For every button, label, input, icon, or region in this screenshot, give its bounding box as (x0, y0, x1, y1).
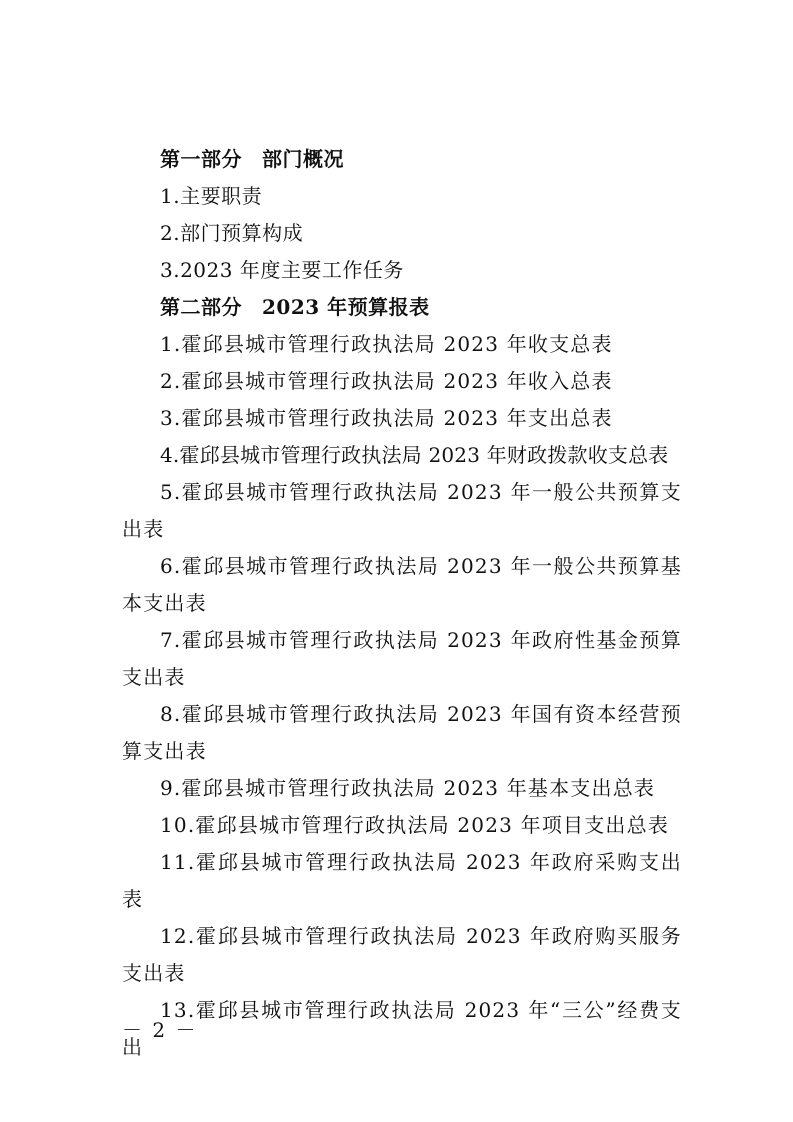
part2-item-12: 12.霍邱县城市管理行政执法局 2023 年政府购买服务支出表 (122, 924, 682, 985)
part2-item-10: 10.霍邱县城市管理行政执法局 2023 年项目支出总表 (160, 813, 670, 837)
part2-item-7: 7.霍邱县城市管理行政执法局 2023 年政府性基金预算支出表 (122, 628, 682, 689)
part1-item-2: 2.部门预算构成 (160, 221, 304, 245)
table-of-contents (122, 141, 682, 1066)
part1-heading (122, 141, 682, 178)
part2-item-6: 6.霍邱县城市管理行政执法局 2023 年一般公共预算基本支出表 (122, 554, 682, 615)
page-number: － 2 － (122, 1018, 198, 1042)
part1-item-1: 1.主要职责 (160, 184, 263, 208)
part2-item-4: 4.霍邱县城市管理行政执法局 2023 年财政拨款收支总表 (160, 443, 669, 467)
part1-item-3: 3.2023 年度主要工作任务 (160, 258, 404, 282)
part2-item-2: 2.霍邱县城市管理行政执法局 2023 年收入总表 (160, 369, 613, 393)
part2-item-11: 11.霍邱县城市管理行政执法局 2023 年政府采购支出表 (122, 850, 682, 911)
part2-item-8: 8.霍邱县城市管理行政执法局 2023 年国有资本经营预算支出表 (122, 702, 682, 763)
part2-item-3: 3.霍邱县城市管理行政执法局 2023 年支出总表 (160, 406, 613, 430)
part2-item-13: 13.霍邱县城市管理行政执法局 2023 年“三公”经费支出 (122, 998, 682, 1059)
part2-heading (122, 289, 682, 326)
part2-item-1: 1.霍邱县城市管理行政执法局 2023 年收支总表 (160, 332, 613, 356)
part2-heading-label: 第二部分 (160, 295, 242, 319)
part1-heading-title: 部门概况 (262, 147, 344, 171)
part2-heading-title: 2023 年预算报表 (262, 295, 430, 319)
part1-heading-label: 第一部分 (160, 147, 242, 171)
part2-item-9: 9.霍邱县城市管理行政执法局 2023 年基本支出总表 (160, 776, 656, 800)
part2-item-5: 5.霍邱县城市管理行政执法局 2023 年一般公共预算支出表 (122, 480, 682, 541)
